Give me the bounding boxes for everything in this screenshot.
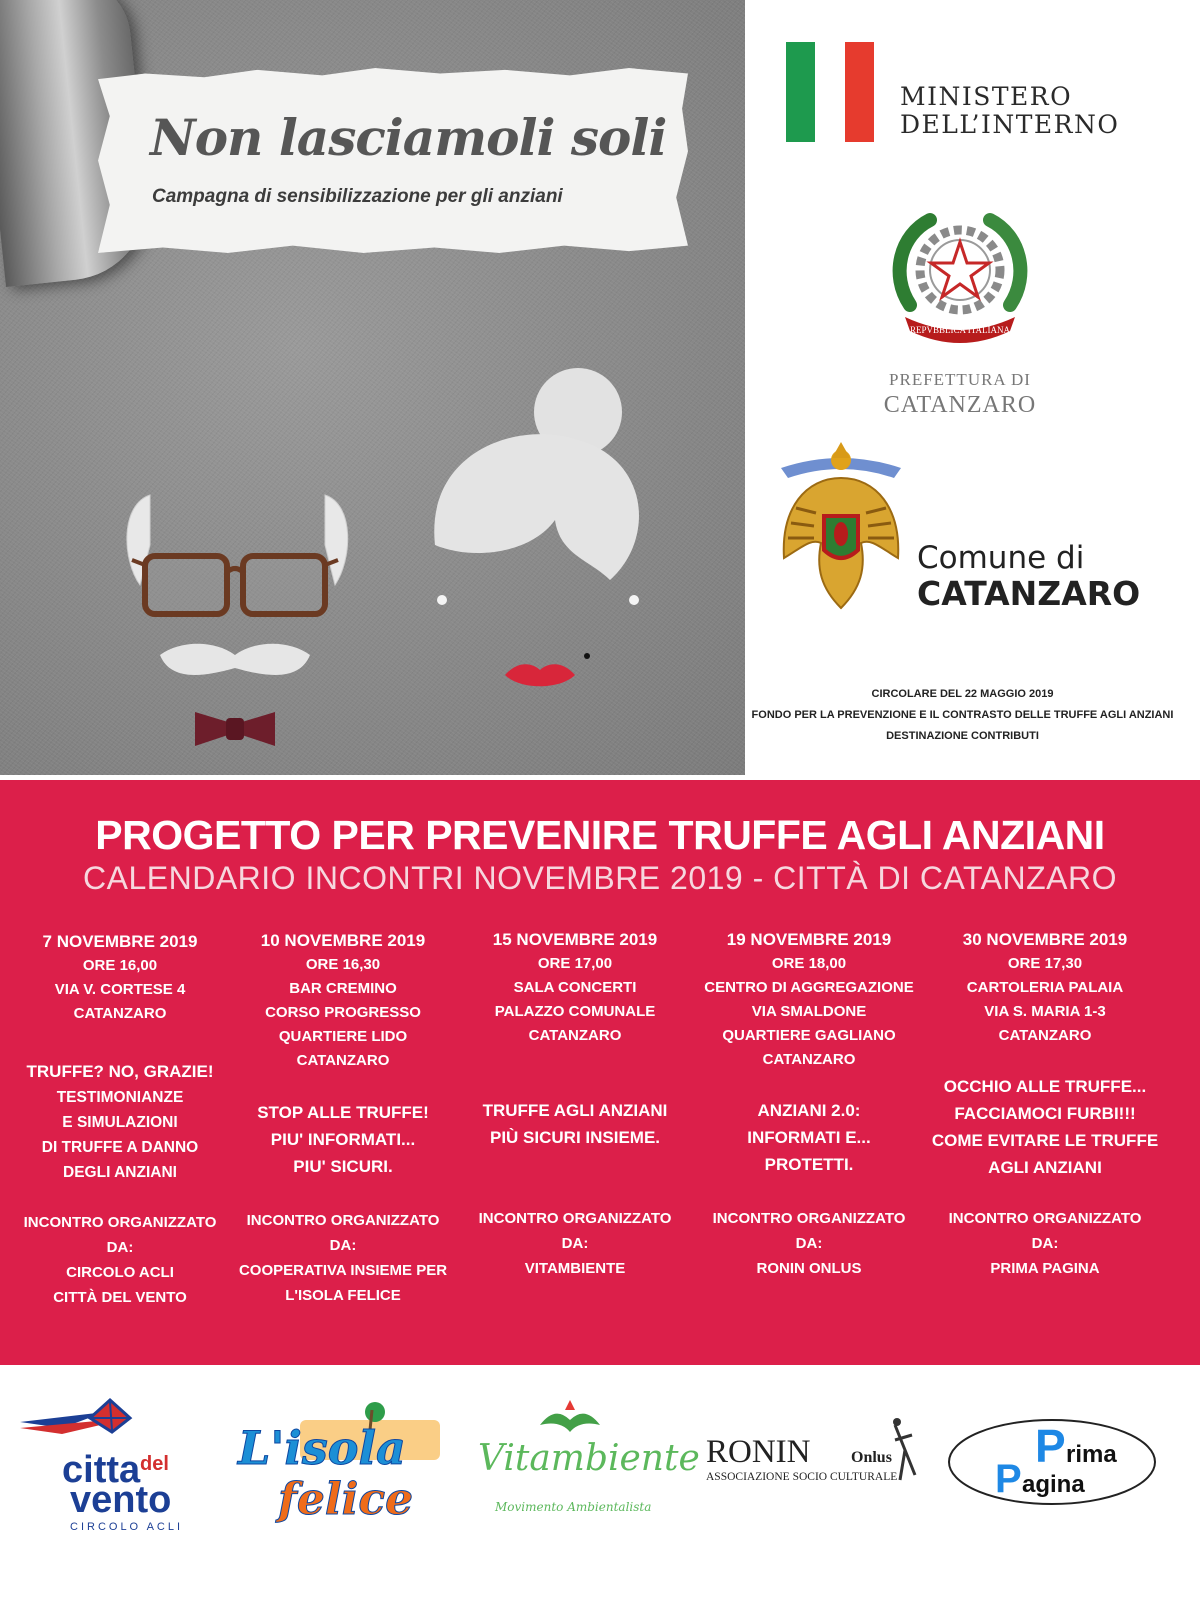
event-city: CATANZARO — [528, 1027, 622, 1044]
event-address: BAR CREMINO — [289, 980, 397, 997]
svg-text:rima: rima — [1066, 1441, 1117, 1468]
organizer-da: DA: — [561, 1235, 589, 1252]
event-time: ORE 16,00 — [82, 957, 158, 974]
glasses-icon — [132, 556, 338, 614]
organizer-name: VITAMBIENTE — [524, 1260, 626, 1277]
event-address: CORSO PROGRESSO — [265, 1004, 421, 1021]
svg-text:felice: felice — [278, 1474, 414, 1525]
event-time: ORE 17,30 — [1007, 955, 1083, 972]
svg-text:citta: citta — [62, 1449, 141, 1491]
event-column-3 — [465, 928, 685, 1048]
event-theme-line: TRUFFE AGLI ANZIANI — [482, 1101, 668, 1120]
event-address: VIA S. MARIA 1-3 — [984, 1003, 1106, 1020]
event-time: ORE 17,00 — [537, 955, 613, 972]
mustache-icon — [160, 644, 310, 675]
italian-flag-icon — [786, 42, 874, 142]
svg-text:del: del — [140, 1453, 169, 1475]
event-date: 15 NOVEMBRE 2019 — [492, 930, 658, 949]
circolare-line3: DESTINAZIONE CONTRIBUTI — [886, 730, 1039, 742]
hair-icon — [434, 434, 639, 580]
circolare-line2: FONDO PER LA PREVENZIONE E IL CONTRASTO DELLE TRUFFE AGLI ANZIANI — [751, 709, 1174, 721]
ronin-onlus-logo — [706, 1418, 915, 1483]
event-theme-line: TESTIMONIANZE — [56, 1089, 184, 1106]
event-theme-line: E SIMULAZIONI — [62, 1114, 178, 1131]
partner-logos-strip — [0, 1380, 1200, 1599]
comune-logo-text — [917, 541, 1140, 613]
organizer-da: DA: — [795, 1235, 823, 1252]
svg-text:Movimento Ambientalista: Movimento Ambientalista — [495, 1500, 652, 1514]
event-theme-line: AGLI ANZIANI — [988, 1158, 1102, 1177]
event-theme-5 — [925, 1073, 1165, 1181]
elderly-faces-illustration — [0, 0, 745, 775]
event-theme-1 — [10, 1058, 230, 1185]
event-column-2 — [233, 929, 453, 1073]
event-column-5 — [930, 928, 1160, 1048]
event-date: 19 NOVEMBRE 2019 — [726, 930, 892, 949]
old-woman-illustration — [434, 368, 639, 686]
catanzaro-eagle-crest-icon — [776, 438, 906, 618]
event-organizer-4 — [699, 1206, 919, 1281]
ministero-logo-text — [900, 83, 1119, 139]
beauty-mark-icon — [584, 653, 590, 659]
svg-text:RONIN: RONIN — [706, 1434, 811, 1470]
event-theme-title: TRUFFE? NO, GRAZIE! — [26, 1062, 214, 1081]
event-theme-line: OCCHIO ALLE TRUFFE... — [943, 1077, 1147, 1096]
event-theme-line: DI TRUFFE A DANNO — [41, 1139, 199, 1156]
comune-line1: Comune di — [917, 540, 1085, 576]
event-time: ORE 16,30 — [305, 956, 381, 973]
ministero-line1: MINISTERO — [900, 82, 1073, 111]
event-organizer-2 — [233, 1208, 453, 1308]
svg-text:Vitambiente: Vitambiente — [478, 1438, 700, 1479]
organizer-name: COOPERATIVA INSIEME PER — [238, 1262, 448, 1279]
organizer-label: INCONTRO ORGANIZZATO — [948, 1210, 1142, 1227]
hero-title: Non lasciamoli soli — [150, 108, 667, 167]
event-theme-3 — [465, 1097, 685, 1151]
svg-text:vento: vento — [70, 1479, 172, 1521]
event-city: CATANZARO — [296, 1052, 390, 1069]
event-organizer-1 — [10, 1210, 230, 1310]
event-theme-line: FACCIAMOCI FURBI!!! — [954, 1104, 1136, 1123]
vitambiente-logo — [478, 1400, 700, 1514]
organizer-name: CIRCOLO ACLI — [66, 1264, 174, 1281]
event-time: ORE 18,00 — [771, 955, 847, 972]
event-theme-line: INFORMATI E... — [747, 1128, 871, 1147]
circolare-line1: CIRCOLARE DEL 22 MAGGIO 2019 — [871, 688, 1054, 700]
event-theme-line: DEGLI ANZIANI — [63, 1164, 177, 1181]
event-theme-line: PIU' INFORMATI... — [270, 1130, 416, 1149]
organizer-da: DA: — [106, 1239, 134, 1256]
event-theme-line: COME EVITARE LE TRUFFE — [931, 1131, 1159, 1150]
event-column-1 — [10, 930, 230, 1026]
event-organizer-5 — [930, 1206, 1160, 1281]
prefettura-line2: CATANZARO — [883, 392, 1037, 418]
event-organizer-3 — [465, 1206, 685, 1281]
event-date: 30 NOVEMBRE 2019 — [962, 930, 1128, 949]
prefettura-logo-text — [860, 370, 1060, 419]
event-theme-line: STOP ALLE TRUFFE! — [257, 1103, 429, 1122]
lips-icon — [505, 664, 575, 686]
event-theme-line: PIÙ SICURI INSIEME. — [489, 1128, 661, 1147]
comune-line2: CATANZARO — [917, 574, 1141, 613]
event-address: VIA SMALDONE — [751, 1003, 867, 1020]
citta-del-vento-logo — [20, 1400, 183, 1533]
event-address: VIA V. CORTESE 4 — [54, 981, 186, 998]
event-theme-line: PIU' SICURI. — [293, 1157, 393, 1176]
circolare-note — [750, 684, 1175, 747]
event-address: PALAZZO COMUNALE — [494, 1003, 656, 1020]
event-theme-4 — [699, 1097, 919, 1178]
svg-text:P: P — [995, 1457, 1022, 1501]
hero-banner — [0, 0, 745, 775]
organizer-name: L'ISOLA FELICE — [285, 1287, 401, 1304]
event-city: CATANZARO — [73, 1005, 167, 1022]
organizer-da: DA: — [329, 1237, 357, 1254]
event-address: CENTRO DI AGGREGAZIONE — [704, 979, 914, 996]
svg-text:CIRCOLO ACLI: CIRCOLO ACLI — [70, 1521, 184, 1533]
svg-text:L'isola: L'isola — [238, 1421, 406, 1475]
event-date: 10 NOVEMBRE 2019 — [260, 931, 426, 950]
event-theme-line: ANZIANI 2.0: — [757, 1101, 861, 1120]
earring-right-icon — [629, 595, 639, 605]
event-theme-2 — [233, 1099, 453, 1180]
svg-text:Onlus: Onlus — [851, 1449, 892, 1466]
organizer-name: RONIN ONLUS — [756, 1260, 862, 1277]
italian-republic-emblem-icon — [890, 205, 1030, 345]
svg-text:agina: agina — [1022, 1471, 1085, 1498]
event-city: CATANZARO — [998, 1027, 1092, 1044]
organizer-label: INCONTRO ORGANIZZATO — [712, 1210, 906, 1227]
event-date: 7 NOVEMBRE 2019 — [42, 932, 198, 951]
project-title: PROGETTO PER PREVENIRE TRUFFE AGLI ANZIANI — [95, 812, 1105, 858]
earring-left-icon — [437, 595, 447, 605]
prefettura-line1: PREFETTURA DI — [889, 370, 1031, 389]
hero-subtitle: Campagna di sensibilizzazione per gli anziani — [152, 186, 563, 207]
organizer-name: CITTÀ DEL VENTO — [53, 1289, 187, 1306]
svg-text:ASSOCIAZIONE SOCIO CULTURALE: ASSOCIAZIONE SOCIO CULTURALE — [706, 1471, 898, 1483]
organizer-label: INCONTRO ORGANIZZATO — [246, 1212, 440, 1229]
hair-right-icon — [325, 495, 348, 585]
organizer-label: INCONTRO ORGANIZZATO — [478, 1210, 672, 1227]
event-address: SALA CONCERTI — [513, 979, 637, 996]
event-column-4 — [699, 928, 919, 1072]
ministero-line2: DELL’INTERNO — [900, 110, 1120, 139]
event-address: QUARTIERE LIDO — [278, 1028, 408, 1045]
calendar-subtitle: CALENDARIO INCONTRI NOVEMBRE 2019 - CITTÀ DI CATANZARO — [83, 860, 1117, 896]
event-city: CATANZARO — [762, 1051, 856, 1068]
isola-felice-logo — [236, 1402, 440, 1525]
event-theme-line: PROTETTI. — [764, 1155, 854, 1174]
event-address: CARTOLERIA PALAIA — [966, 979, 1124, 996]
organizer-name: PRIMA PAGINA — [990, 1260, 1100, 1277]
organizer-label: INCONTRO ORGANIZZATO — [23, 1214, 217, 1231]
svg-text:REPVBBLICA ITALIANA: REPVBBLICA ITALIANA — [909, 325, 1011, 335]
old-man-illustration — [127, 495, 348, 746]
prima-pagina-logo — [949, 1420, 1155, 1504]
organizer-da: DA: — [1031, 1235, 1059, 1252]
svg-text:P: P — [1035, 1420, 1066, 1472]
event-address: QUARTIERE GAGLIANO — [722, 1027, 896, 1044]
